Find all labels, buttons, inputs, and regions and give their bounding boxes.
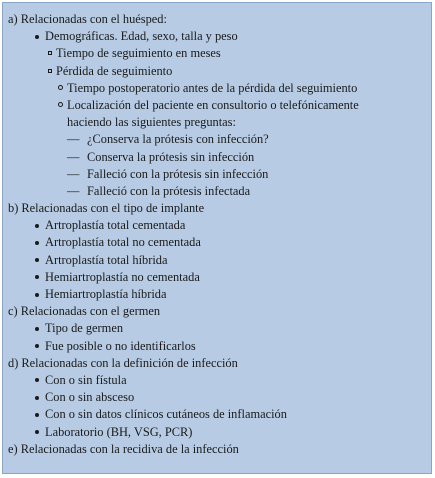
list-item-text: Tipo de germen xyxy=(45,321,124,336)
circle-bullet-icon xyxy=(58,102,63,107)
question-item xyxy=(3,149,431,166)
section-heading-text: a) Relacionadas con el huésped: xyxy=(8,12,167,26)
bullet-icon xyxy=(35,293,39,297)
question-text: ¿Conserva la prótesis con infección? xyxy=(87,132,269,147)
section-heading-text: b) Relacionadas con el tipo de implante xyxy=(8,201,205,216)
section-heading-a xyxy=(3,11,431,28)
section-heading-d xyxy=(3,355,431,372)
square-bullet-icon xyxy=(48,69,52,73)
list-item xyxy=(3,269,431,286)
dash-marker: — xyxy=(67,166,80,181)
question-item xyxy=(3,131,431,148)
bullet-icon xyxy=(35,258,39,262)
bullet-icon xyxy=(35,430,39,434)
question-text: Conserva la prótesis sin infección xyxy=(87,149,255,164)
list-item xyxy=(3,63,431,80)
list-item-text: haciendo las siguientes preguntas: xyxy=(67,115,236,130)
list-item-text: Laboratorio (BH, VSG, PCR) xyxy=(45,424,193,439)
section-heading-text: e) Relacionadas con la recidiva de la infección xyxy=(8,441,239,456)
list-item xyxy=(3,320,431,337)
list-item-text: Demográficas. Edad, sexo, talla y peso xyxy=(45,29,238,44)
list-item-text: Con o sin fístula xyxy=(45,372,127,387)
bullet-icon xyxy=(35,344,39,348)
list-item xyxy=(3,389,431,406)
dash-marker: — xyxy=(67,183,80,198)
bullet-icon xyxy=(35,327,39,331)
section-heading-b xyxy=(3,200,431,217)
list-item-text: Hemiartroplastía híbrida xyxy=(45,287,167,301)
list-item xyxy=(3,97,431,114)
list-item xyxy=(3,45,431,62)
dash-marker: — xyxy=(67,149,80,164)
question-text: Falleció con la prótesis infectada xyxy=(87,183,251,198)
square-bullet-icon xyxy=(48,51,52,55)
list-item-text: Tiempo postoperatorio antes de la pérdida del seguimiento xyxy=(67,80,358,95)
bullet-icon xyxy=(35,378,39,382)
list-item-text: Con o sin absceso xyxy=(45,390,135,405)
list-item xyxy=(3,406,431,423)
question-text: Falleció con la prótesis sin infección xyxy=(87,166,269,181)
list-item xyxy=(3,338,431,355)
circle-bullet-icon xyxy=(58,85,63,90)
list-item xyxy=(3,424,431,441)
bullet-icon xyxy=(35,224,39,228)
list-item-text: Fue posible o no identificarlos xyxy=(45,338,196,353)
bullet-icon xyxy=(35,241,39,245)
list-item xyxy=(3,80,431,97)
list-item-text: Artroplastía total híbrida xyxy=(45,252,168,267)
list-item-text: Artroplastía total cementada xyxy=(45,218,186,233)
bullet-icon xyxy=(35,35,39,39)
question-item xyxy=(3,183,431,200)
list-item-text: Artroplastía total no cementada xyxy=(45,235,201,250)
list-item xyxy=(3,372,431,389)
list-item xyxy=(3,252,431,269)
list-item xyxy=(3,286,431,303)
list-item-text: Tiempo de seguimiento en meses xyxy=(56,46,221,61)
section-heading-e xyxy=(3,441,431,458)
list-item-text: Localización del paciente en consultorio o telefónicamente xyxy=(67,97,359,112)
bullet-icon xyxy=(35,275,39,279)
list-item xyxy=(3,234,431,251)
list-item xyxy=(3,217,431,234)
section-heading-text: d) Relacionadas con la definición de infección xyxy=(8,355,238,370)
list-item-text: Con o sin datos clínicos cutáneos de inflamación xyxy=(45,407,287,422)
question-item xyxy=(3,166,431,183)
bullet-icon xyxy=(35,396,39,400)
bullet-icon xyxy=(35,413,39,417)
list-item xyxy=(3,28,431,45)
list-item-text: Pérdida de seguimiento xyxy=(56,63,173,78)
list-item-text: Hemiartroplastía no cementada xyxy=(45,269,200,284)
dash-marker: — xyxy=(67,132,80,147)
list-item-continuation xyxy=(3,114,431,131)
section-heading-c xyxy=(3,303,431,320)
section-heading-text: c) Relacionadas con el germen xyxy=(8,304,161,319)
criteria-box xyxy=(2,2,432,474)
